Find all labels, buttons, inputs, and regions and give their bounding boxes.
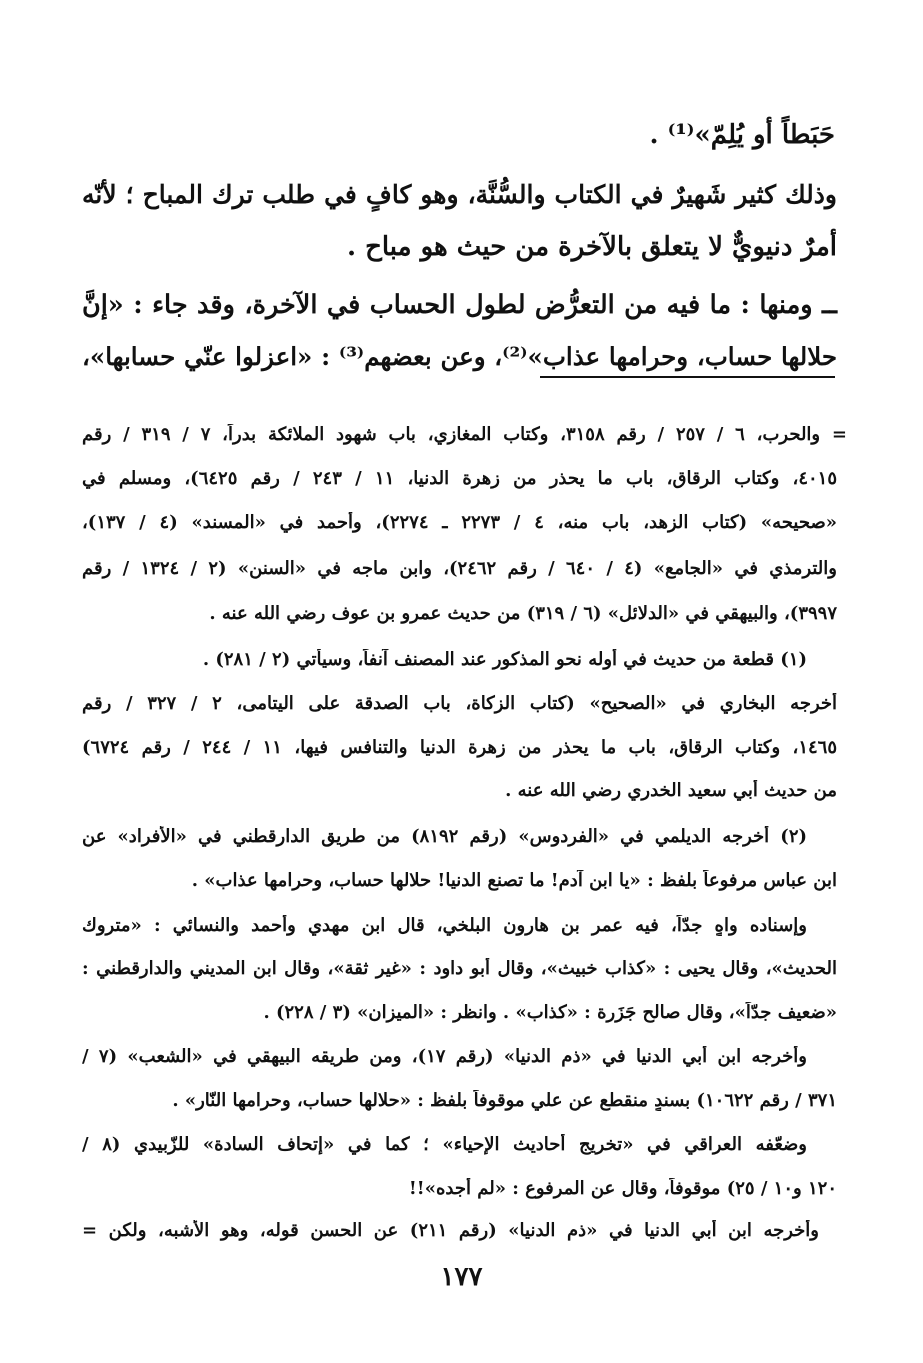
footnote-line-6: (١) قطعة من حديث في أوله نحو المذكور عند المصنف آنفاً، وسيأتي (٢ / ٢٨١) .	[202, 649, 807, 670]
footnote-line-17: وضعّفه العراقي في «تخريج أحاديث الإحياء» ؛ كما في «إتحاف السادة» للزّبيدي (٨ /	[82, 1134, 807, 1155]
main-line-2: وذلك كثير شَهيرٌ في الكتاب والسُّنَّة، وهو كافٍ في طلب ترك المباح ؛ لأنّه	[82, 180, 837, 209]
footnote-line-7: أخرجه البخاري في «الصحيح» (كتاب الزكاة، باب الصدقة على اليتامى، ٢ / ٣٢٧ / رقم	[82, 693, 837, 714]
footnote-line-10: (٢) أخرجه الديلمي في «الفردوس» (رقم ٨١٩٢) من طريق الدارقطني في «الأفراد» عن	[82, 826, 807, 847]
footnote-line-11: ابن عباس مرفوعاً بلفظ : «يا ابن آدم! ما تصنع الدنيا! حلالها حساب، وحرامها عذاب» .	[191, 870, 837, 891]
footnote-line-12: وإسناده واهٍ جدّاً، فيه عمر بن هارون البلخي، قال ابن مهدي وأحمد والنسائي : «متروك	[82, 915, 807, 936]
footnote-line-16: ٣٧١ / رقم ١٠٦٢٢) بسندٍ منقطع عن علي موقوفاً بلفظ : «حلالها حساب، وحرامها النّار» .	[172, 1090, 837, 1111]
footnote-line-14: «ضعيف جدّاً»، وقال صالح جَزَرة : «كذاب» . وانظر : «الميزان» (٣ / ٢٢٨) .	[263, 1002, 837, 1023]
footnote-line-9: من حديث أبي سعيد الخدري رضي الله عنه .	[505, 780, 837, 801]
main-line-3: أمرٌ دنيويٌّ لا يتعلق بالآخرة من حيث هو مباح .	[346, 232, 837, 262]
footnote-line-1: = والحرب، ٦ / ٢٥٧ / رقم ٣١٥٨، وكتاب المغازي، باب شهود الملائكة بدراً، ٧ / ٣١٩ / رقم	[82, 424, 847, 445]
footnote-line-5: ٣٩٩٧)، والبيهقي في «الدلائل» (٦ / ٣١٩) من حديث عمرو بن عوف رضي الله عنه .	[209, 603, 837, 624]
footnote-line-4: والترمذي في «الجامع» (٤ / ٦٤٠ / رقم ٢٤٦٢)، وابن ماجه في «السنن» (٢ / ١٣٢٤ / رقم	[82, 558, 837, 579]
footnote-separator	[540, 376, 835, 378]
footnote-line-18: ١٢٠ و١٠ / ٢٥) موقوفاً، وقال عن المرفوع : «لم أجده»!!	[408, 1178, 837, 1199]
main-line-4: ــ ومنها : ما فيه من التعرُّض لطول الحساب في الآخرة، وقد جاء : «إنَّ	[82, 290, 837, 320]
footnote-line-8: ١٤٦٥، وكتاب الرقاق، باب ما يحذر من زهرة الدنيا والتنافس فيها، ١١ / ٢٤٤ / رقم ٦٧٢٤)	[82, 737, 837, 758]
page-number: ١٧٧	[440, 1262, 483, 1292]
main-line-5: حلالها حساب، وحرامها عذاب»⁽²⁾، وعن بعضهم⁽³⁾ : «اعزلوا عنّي حسابها»،	[82, 342, 837, 371]
footnote-line-13: الحديث»، وقال يحيى : «كذاب خبيث»، وقال أبو داود : «غير ثقة»، وقال ابن المديني والدارقطني :	[82, 958, 837, 979]
footnote-line-15: وأخرجه ابن أبي الدنيا في «ذم الدنيا» (رقم ١٧)، ومن طريقه البيهقي في «الشعب» (٧ /	[82, 1046, 807, 1067]
footnote-line-3: «صحيحه» (كتاب الزهد، باب منه، ٤ / ٢٢٧٣ ـ ٢٢٧٤)، وأحمد في «المسند» (٤ / ١٣٧)،	[82, 512, 837, 533]
footnote-line-2: ٤٠١٥، وكتاب الرقاق، باب ما يحذر من زهرة الدنيا، ١١ / ٢٤٣ / رقم ٦٤٢٥)، ومسلم في	[82, 468, 837, 489]
footnote-line-19: وأخرجه ابن أبي الدنيا في «ذم الدنيا» (رقم ٢١١) عن الحسن قوله، وهو الأشبه، ولكن =	[82, 1220, 819, 1241]
main-line-1: حَبَطاً أو يُلِمّ»⁽¹⁾ .	[649, 120, 835, 150]
